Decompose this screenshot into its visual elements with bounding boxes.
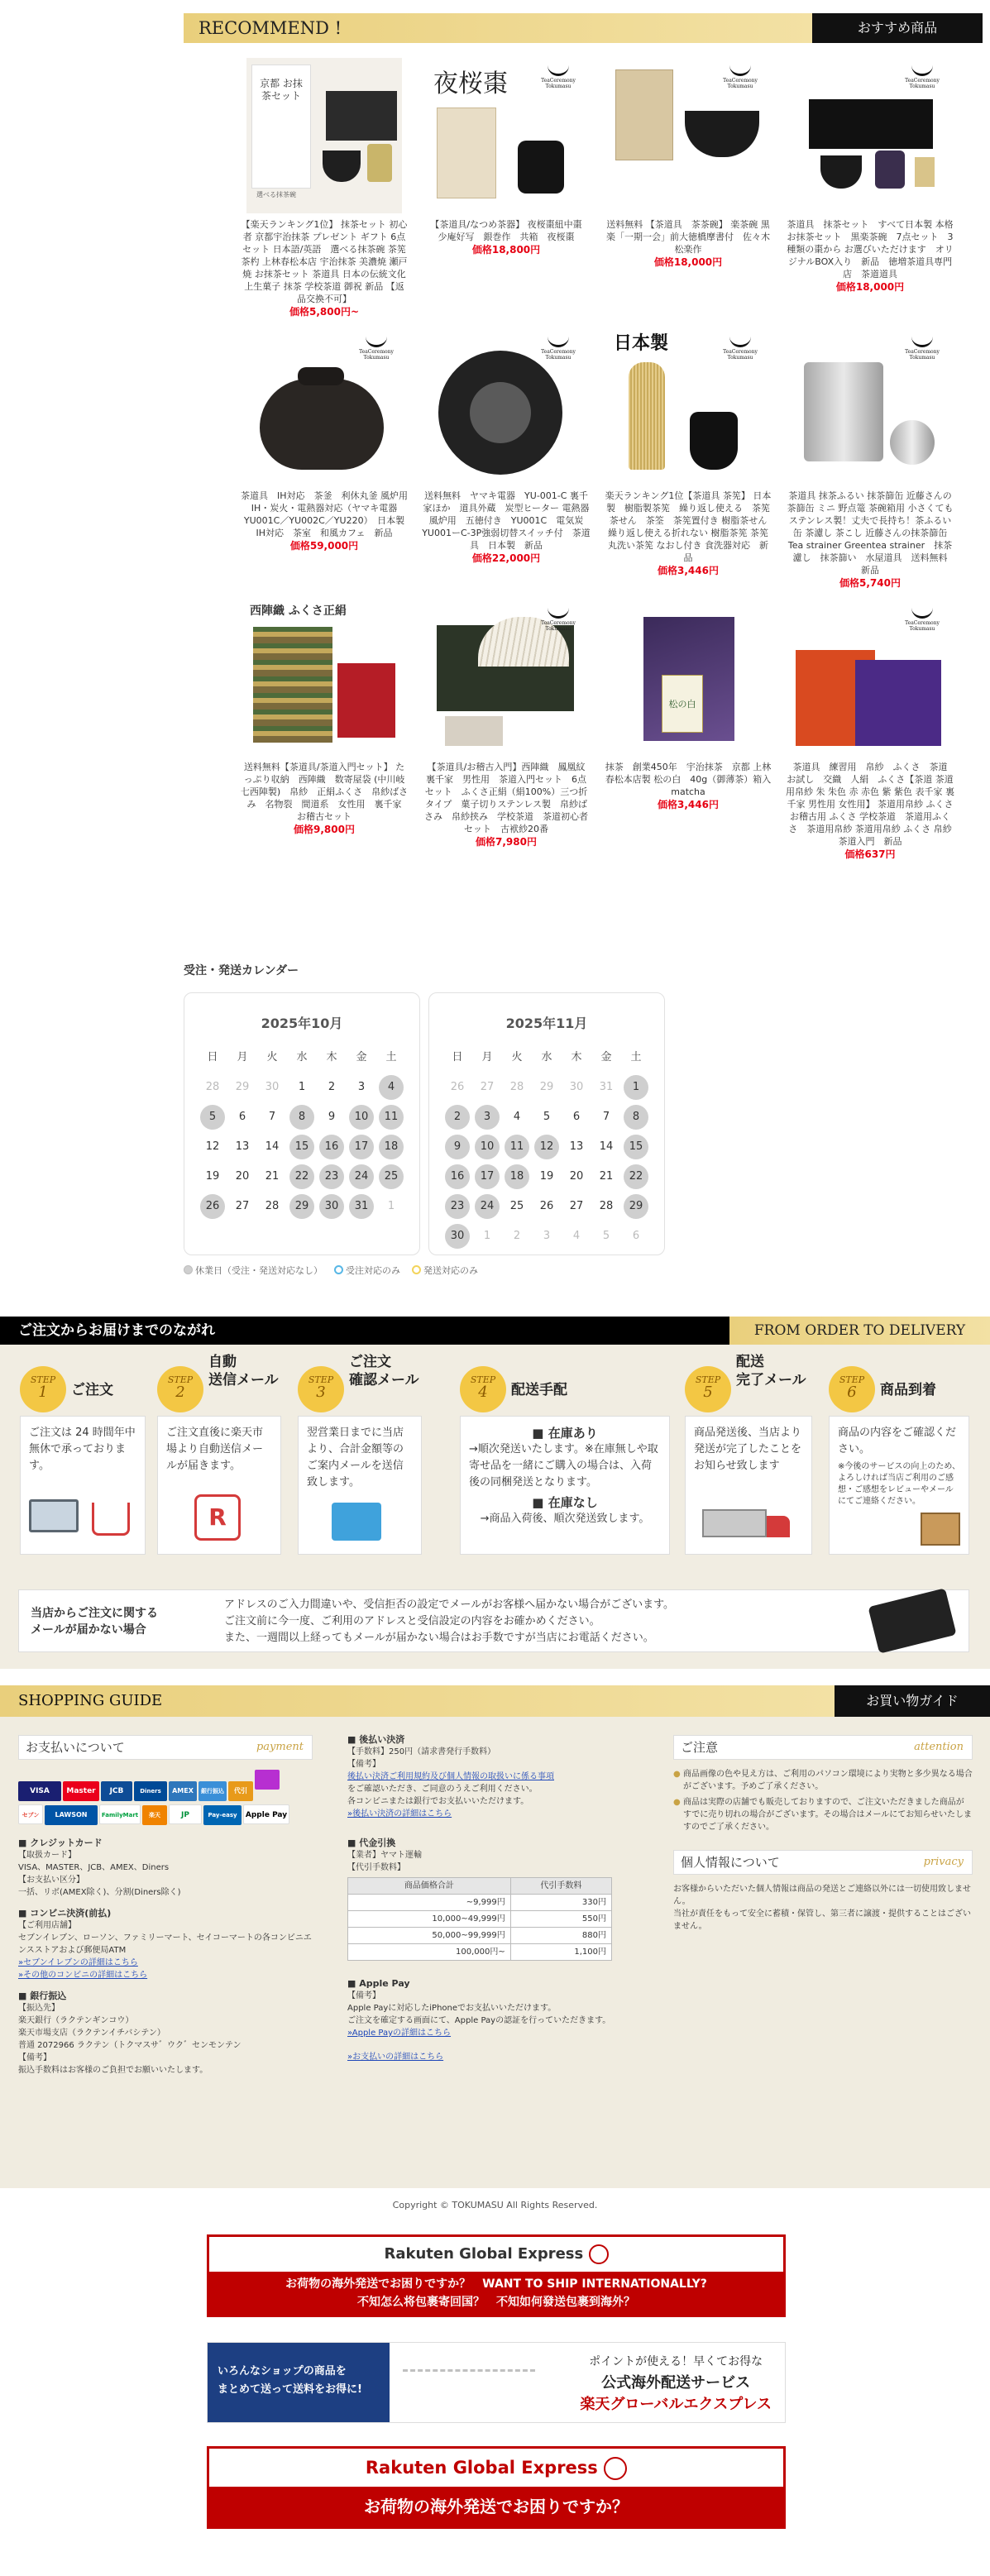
truck-icon [702,1509,767,1537]
stock-yes-text: →順次発送いたします。※在庫無しや取寄せ品を一緒にご購入の場合は、入荷後の同梱発送となります。 [469,1443,658,1489]
lawson-logo: LAWSON [45,1805,98,1825]
step-text: 翌営業日までに当店より、合計金額等のご案内メールを送信致します。 [307,1427,404,1489]
calendar-day: 23 [319,1164,344,1189]
brand-logo: TeaCeremony Tokumasu [536,604,581,632]
calendar-day: 12 [205,1140,220,1153]
banner-left-text: いろんなショップの商品を まとめて送って送料をお得に! [208,2343,390,2422]
product-title[interactable]: 茶道具 練習用 帛紗 ふくさ 茶道 お試し 交織 人絹 ふくさ【茶道 茶道用帛紗 朱 朱色 赤 赤色 紫 紫色 表千家 裏千家 男性用 女性用】 茶道用帛紗 ふくさ お稽古用 ふくさ 学校茶道 茶道用ふくさ 茶道用帛紗 茶道用帛紗 ふくさ 帛紗 茶道入門 新品 [786,762,957,847]
product-card[interactable] [415,329,597,600]
product-price: 価格18,000円 [835,281,905,293]
calendar-day: 14 [265,1140,280,1153]
jcb-logo: JCB [101,1781,132,1801]
calendar-day: 26 [539,1200,554,1212]
brand-logo: TeaCeremony Tokumasu [718,332,763,361]
product-card[interactable] [779,329,961,600]
legend-item-closed: 休業日（受注・発送対応なし） [184,1264,323,1277]
calendar-day: 12 [534,1135,559,1159]
table-row: 10,000~49,999円 550円 [348,1911,612,1928]
calendar-month-label: 2025年11月 [505,1016,588,1031]
calendar-day: 31 [599,1081,614,1093]
product-card[interactable] [779,58,961,329]
mail-not-received-note [18,1589,969,1652]
product-price: 価格637円 [844,848,896,860]
other-convenience-link[interactable]: »その他のコンビニの詳細はこちら [18,1971,148,1980]
diners-logo: Diners [134,1781,167,1801]
legend-item-order-only: 受注対応のみ [334,1264,400,1277]
step-card [157,1416,281,1555]
note-question: 当店からご注文に関する メールが届かない場合 [31,1607,158,1637]
banner-right-text: ポイントが使える！早くてお得な 公式海外配送サービス 楽天グローバルエクスプレス [580,2355,772,2413]
product-image-sublabel: 選べる抹茶碗 [256,191,296,198]
calendar-day: 22 [289,1164,314,1189]
credit-card-text: 【取扱カード】 VISA、MASTER、JCB、AMEX、Diners 【お支払い区分】 一括、リボ(AMEX除く)、分割(Diners除く) [18,1851,181,1897]
calendar-day: 2 [513,1230,521,1242]
recommend-title: RECOMMEND ! [184,13,812,43]
calendar-title: 受注・発送カレンダー [184,964,299,977]
table-row: 100,000円~ 1,100円 [348,1944,612,1961]
product-card[interactable] [597,58,779,329]
calendar-day: 15 [289,1135,314,1159]
global-express-banner-3[interactable] [207,2446,786,2529]
calendar-day: 7 [602,1111,610,1123]
calendar-weekday: 月 [237,1051,248,1063]
calendar-weekday: 金 [356,1051,367,1063]
product-image-label: 夜桜棗 [433,69,508,98]
calendar-november [428,992,665,1255]
calendar-weekday: 日 [207,1051,218,1063]
calendar-day: 24 [349,1164,374,1189]
convenience-text: 【ご利用店舗】 セブンイレブン、ローソン、ファミリーマート、セイコーマートの各コンビニエンスストアおよび郵便局ATM [18,1921,312,1955]
calendar-day: 31 [349,1194,374,1219]
product-card[interactable] [779,600,961,872]
product-title[interactable]: 【茶道具/お稽古入門】西陣織 鳳凰紋 裏千家 男性用 茶道入門セット 6点セット ふくさ正絹（絹100%）三つ折タイプ 菓子切りステンレス製 帛紗ばさみ 帛紗挟み 学校茶道 茶道初心者セット 古袱紗20番 [424,762,595,834]
cod-fee-table [347,1877,612,1961]
calendar-day: 6 [572,1111,581,1123]
calendar-day: 27 [569,1200,584,1212]
calendar-day: 30 [319,1194,344,1219]
calendar-day: 28 [205,1081,220,1093]
calendar-day: 10 [349,1105,374,1130]
calendar-day: 18 [379,1135,404,1159]
apple-pay-logo: Apple Pay [243,1804,289,1824]
attention-list [673,1768,973,1833]
bank-transfer-text: 【振込先】 楽天銀行（ラクテンギンコウ） 楽天市場支店（ラクテンイチバシテン） 普通 2072966 ラクテン（トクマスサ゛ウク゛センモンテン 【備考】 振込手数料はお客様のご負担でお願いいたします。 [18,2004,242,2075]
product-price: 価格3,446円 [658,799,719,810]
step-title: ご注文 [71,1382,113,1398]
bank-transfer-title: ■ 銀行振込 [18,1991,67,2001]
calendar-day: 25 [379,1164,404,1189]
step-card [685,1416,812,1555]
payment-title: お支払いについて payment [18,1735,313,1760]
step-badge: STEP 2 [157,1366,203,1412]
list-item: ● 商品は実際の店舗でも販売しておりますので、ご注文いただきました商品がすでに売り切れの場合がございます。その場合はメールにてお知らせいたしますのでご了承ください。 [673,1798,972,1832]
calendar-weekday: 木 [326,1051,337,1063]
laptop-icon [29,1499,79,1532]
guide-header [0,1685,990,1717]
table-row: ~9,999円 330円 [348,1895,612,1911]
step-text: 商品の内容をご確認ください。 [838,1427,957,1455]
note-answer: アドレスのご入力間違いや、受信拒否の設定でメールがお客様へ届かない場合がございます。 ご注文前に今一度、ご利用のアドレスと受信設定の内容をお確かめください。 また、一週間以上経ってもメールが届かない場合はお手数ですが当店にお電話ください。 [224,1599,675,1644]
calendar-day: 8 [289,1105,314,1130]
recommend-subtitle: おすすめ商品 [812,13,983,43]
mail-box-icon [332,1503,381,1541]
product-card[interactable] [415,600,597,872]
calendar-day: 6 [238,1111,246,1123]
calendar-day: 4 [513,1111,521,1123]
mastercard-logo: Master [63,1781,99,1801]
calendar-day: 8 [624,1105,648,1130]
step-text: ご注文直後に楽天市場より自動送信メールが届きます。 [166,1427,264,1472]
privacy-title: 個人情報について privacy [673,1850,973,1875]
calendar-day: 10 [475,1135,500,1159]
step-badge: STEP 5 [685,1366,731,1412]
product-title[interactable]: 【楽天ランキング1位】 抹茶セット 初心者 京都宇治抹茶 プレゼント ギフト 6点セット 日本語/英語 選べる抹茶碗 茶筅 茶杓 上林春松本店 宇治抹茶 美濃焼 瀬戸焼 お抹茶セット 茶道具 日本の伝統文化 上生菓子 抹茶 学校茶道 御祝 新品 【返品交換不可】 [241,219,408,304]
rakuten-logo: 楽天 [142,1805,167,1825]
product-price: 価格59,000円 [289,540,359,552]
rakuten-mail-icon: R [194,1494,241,1541]
product-image-label: 松の白 [662,675,703,733]
calendar-day: 18 [505,1164,529,1189]
product-price: 価格5,800円~ [289,306,359,318]
product-image-label: 日本製 [614,333,669,354]
calendar-day: 28 [265,1200,280,1212]
step-title: 配送 完了メール [736,1354,806,1388]
step-text: ご注文は 24 時間年中無休で承っております。 [29,1427,136,1472]
calendar-day: 2 [445,1105,470,1130]
deferred-detail-link[interactable]: »後払い決済の詳細はこちら [347,1809,452,1818]
flow-step-1 [20,1356,146,1556]
calendar-weekday: 木 [571,1051,582,1063]
guide-title: SHOPPING GUIDE [0,1685,835,1717]
product-image-label: 京都 お抹茶セット [260,78,303,102]
banner-text: お荷物の海外発送でお困りですか？ WANT TO SHIP INTERNATIONALLY? 不知怎么将包裹寄回国？ 不知如何發送包裹到海外？ [209,2272,783,2315]
product-title[interactable]: 茶道具 抹茶ふるい 抹茶篩缶 近藤さんの茶篩缶 ミニ 野点篭 茶碗箱用 小さくてもステンレス製！丈夫で長持ち！茶ふるい缶 茶濾し 茶こし 近藤さんの抹茶篩缶 Tea strainer Greentea strainer 抹茶濾し 抹茶篩い 水屋道具 送料無料 新品 [787,490,957,576]
step-card [20,1416,146,1555]
seven-eleven-link[interactable]: »セブンイレブンの詳細はこちら [18,1958,138,1967]
credit-card-title: ■ クレジットカード [18,1838,103,1848]
calendar-day: 1 [624,1075,648,1100]
guide-payment-column [18,1735,313,2077]
calendar-weekday: 火 [511,1051,523,1063]
product-grid [233,58,961,872]
calendar-day: 17 [475,1164,500,1189]
cod-title: ■ 代金引換 [347,1838,396,1848]
calendar-day: 27 [480,1081,495,1093]
calendar-weekday: 月 [481,1051,493,1063]
brand-logo: TeaCeremony Tokumasu [900,604,945,632]
calendar-day: 3 [475,1105,500,1130]
calendar-day: 24 [475,1194,500,1219]
calendar-day: 26 [200,1194,225,1219]
calendar-day: 30 [265,1081,280,1093]
calendar-day: 9 [328,1111,336,1123]
product-image[interactable] [246,58,402,213]
product-title[interactable]: 楽天ランキング1位【茶道具 茶筅】 日本製 樹脂製茶筅 繰り返し使える 茶筅 茶せん 茶筌 茶筅置付き 樹脂茶せん 繰り返し使える折れない 樹脂茶筅 茶筅 丸洗い茶筅 なおし付き 食洗器対応 新品 [605,490,779,563]
calendar-day: 28 [599,1200,614,1212]
product-card[interactable] [233,329,415,600]
calendar-day: 19 [539,1170,554,1183]
flow-title: ご注文からお届けまでのながれ [0,1317,729,1345]
attention-title: ご注意 attention [673,1735,973,1760]
flow-step-2 [157,1356,281,1556]
step-badge: STEP 6 [829,1366,875,1412]
calendar-day: 11 [379,1105,404,1130]
calendar-day: 3 [543,1230,551,1242]
product-image[interactable] [246,600,402,756]
stock-no-title: ■ 在庫なし [532,1495,598,1510]
visa-logo: VISA [18,1781,61,1801]
calendar-weekday: 水 [541,1051,552,1063]
step-card [829,1416,969,1555]
calendar-grid [429,1043,664,1251]
payment-detail-link[interactable]: »お支払いの詳細はこちら [347,2053,444,2062]
calendar-day: 20 [235,1170,250,1183]
product-title[interactable]: 【茶道具/なつめ茶器】 夜桜棗紐中棗 少庵好写 銀巻作 共箱 夜桜棗 [430,219,591,242]
table-row: 50,000~99,999円 880円 [348,1928,612,1944]
seven-eleven-logo: セブン [18,1804,43,1824]
guide-middle-column [347,1733,645,2063]
step-title: 自動 送信メール [208,1354,279,1388]
flow-step-4 [460,1356,670,1556]
familymart-logo: FamilyMart [99,1804,141,1824]
brand-logo: TeaCeremony Tokumasu [354,332,399,361]
calendar-day: 30 [445,1224,470,1249]
calendar-october [184,992,420,1255]
product-price: 価格22,000円 [471,552,541,564]
step-card [460,1416,670,1555]
calendar-day: 30 [569,1081,584,1093]
flow-step-3 [298,1356,455,1556]
calendar-day: 1 [298,1081,306,1093]
product-title[interactable]: 送料無料 ヤマキ電器 YU-001-C 裏千家ほか 道具外蔵 炭型ヒーター 電熱器風炉用 五徳付き YU001C 電気炭 YU001ーC-3P強弱切替スイッチ付 茶道具 日本製 新品 [422,490,593,551]
product-image[interactable] [428,600,584,756]
deferred-title: ■ 後払い決済 [347,1734,405,1745]
deferred-text: 【手数料】250円（請求書発行手数料） 【備考】 [347,1747,496,1769]
product-title[interactable]: 送料無料【茶道具/茶道入門セット】 たっぷり収納 西陣織 数寄屋袋 (中川岐七西陣製) 帛紗 正絹ふくさ 帛紗ばさみ 名物裂 間道系 女性用 裏千家 お稽古セット [240,762,411,822]
calendar-grid [184,1043,419,1221]
calendar-day: 4 [572,1230,581,1242]
calendar-day: 26 [450,1081,465,1093]
calendar-weekday: 土 [385,1051,397,1063]
calendar-weekday: 土 [630,1051,642,1063]
product-card[interactable] [597,600,779,872]
product-image[interactable] [610,329,766,485]
convenience-title: ■ コンビニ決済(前払) [18,1908,112,1919]
stock-no-text: →商品入荷後、順次発送致します。 [480,1513,650,1525]
step-badge: STEP 1 [20,1366,66,1412]
flow-header [0,1317,990,1345]
calendar-day: 6 [632,1230,640,1242]
flow-step-5 [685,1356,817,1556]
deferred-text-2: をご確認いただき、ご同意のうえご利用ください。 各コンビニまたは銀行でお支払いいただけます。 [347,1785,538,1806]
calendar-day: 16 [319,1135,344,1159]
calendar-day: 25 [509,1200,524,1212]
product-title[interactable]: 送料無料 【茶道具 茶茶碗】 楽茶碗 黒楽「一期一会」前大徳橋摩書付 佐々木松楽作 [606,219,770,255]
shipping-flow-icon [403,2369,535,2397]
product-image[interactable] [792,600,948,756]
step-title: 配送手配 [511,1382,567,1398]
calendar-day: 2 [328,1081,336,1093]
step-card [298,1416,422,1555]
cod-text: 【業者】ヤマト運輸 【代引手数料】 [347,1851,422,1872]
product-card[interactable] [597,329,779,600]
calendar-weekday: 水 [296,1051,308,1063]
product-image[interactable] [792,58,948,213]
calendar-day: 14 [599,1140,614,1153]
calendar-day: 29 [624,1194,648,1219]
list-item: ● 商品画像の色や見え方は、ご利用のパソコン環境により実物と多少異なる場合がございます。予めご了承ください。 [673,1770,973,1791]
stock-yes-title: ■ 在庫あり [532,1426,598,1441]
step-note: ※今後のサービスの向上のため、よろしければ当店ご利用のご感想・ご感想をレビューやメールにてご連絡ください。 [838,1462,960,1506]
deferred-terms-link[interactable]: 後払い決済ご利用規約及び個人情報の取扱いに係る事項 [347,1772,554,1781]
fee-header: 代引手数料 [510,1878,611,1895]
calendar-day: 28 [509,1081,524,1093]
product-price: 価格7,980円 [476,836,537,848]
product-price: 価格18,000円 [653,256,723,268]
step-text: 商品発送後、当店より発送が完了したことをお知らせ致します [694,1427,802,1472]
product-price: 価格3,446円 [658,565,719,576]
product-image[interactable] [610,600,766,756]
brand-logo: TeaCeremony Tokumasu [900,61,945,89]
brand-logo: TeaCeremony Tokumasu [900,332,945,361]
calendar-day: 21 [265,1170,280,1183]
jp-logo: JP [169,1804,202,1824]
step-title: 商品到着 [880,1382,936,1398]
calendar-weekday: 日 [452,1051,463,1063]
apple-pay-text: 【備考】 Apple Payに対応したiPhoneでお支払いいただけます。 ご注文を確定する画面にて、Apple Payの認証を行っていただきます。 [347,1991,611,2025]
apple-pay-title: ■ Apple Pay [347,1978,410,1989]
calendar-day: 4 [379,1075,404,1100]
step-badge: STEP 3 [298,1366,344,1412]
guide-right-column [673,1735,973,1933]
copyright: Copyright © TOKUMASU All Rights Reserved. [392,2200,598,2210]
product-card[interactable] [415,58,597,329]
box-icon [921,1513,960,1546]
product-price: 価格5,740円 [839,577,901,589]
calendar-day: 29 [539,1081,554,1093]
step-title: ご注文 確認メール [349,1354,419,1388]
flow-step-6 [829,1356,976,1556]
calendar-day: 15 [624,1135,648,1159]
calendar-day: 1 [483,1230,491,1242]
apple-pay-link[interactable]: »Apple Payの詳細はこちら [347,2029,452,2038]
calendar-day: 20 [569,1170,584,1183]
calendar-day: 17 [349,1135,374,1159]
truck-cab-icon [767,1516,790,1537]
product-title[interactable]: 茶道具 IH対応 茶釜 利休丸釜 風炉用 IH・炭火・電熱器対応（ヤマキ電器YU001C／YU002C／YU220） 日本製 IH対応 茶室 和風カフェ 新品 [240,490,417,538]
product-card[interactable] [233,600,415,872]
calendar-day: 29 [235,1081,250,1093]
calendar-day: 29 [289,1194,314,1219]
calendar-month-label: 2025年10月 [261,1016,343,1031]
calendar-day: 3 [357,1081,366,1093]
calendar-day: 5 [602,1230,610,1242]
calendar-weekday: 火 [266,1051,278,1063]
bank-transfer-logo: 銀行振込 [198,1781,227,1801]
pay-easy-logo: Pay-easy [203,1805,242,1825]
calendar-day: 21 [599,1170,614,1183]
product-price: 価格9,800円 [294,824,355,835]
calendar-day: 11 [505,1135,529,1159]
recommend-header [184,13,983,43]
amex-logo: AMEX [169,1781,197,1801]
cart-icon [92,1503,130,1536]
legend-item-ship-only: 発送対応のみ [412,1264,478,1277]
calendar-day: 27 [235,1200,250,1212]
product-title[interactable]: 抹茶 創業450年 宇治抹茶 京都 上林春松本店製 松の白 40g（御薄茶）箱入 matcha [605,762,781,797]
calendar-day: 19 [205,1170,220,1183]
banner-text: お荷物の海外発送でお困りですか？ [209,2487,783,2526]
guide-title-ja: お買い物ガイド [835,1685,990,1717]
calendar-day: 5 [543,1111,551,1123]
product-image[interactable] [428,58,584,213]
calendar-legend [184,1264,478,1277]
product-image-label: 西陣織 ふくさ正絹 [250,605,347,618]
product-title[interactable]: 茶道具 抹茶セット すべて日本製 本格お抹茶セット 黒楽茶碗 7点セット 3種類の棗から お選びいただけます オリジナルBOX入り 新品 徳増茶道具専門店 茶道道具 [787,219,954,280]
deferred-logo [255,1770,280,1790]
calendar-day: 16 [445,1164,470,1189]
brand-logo: TeaCeremony Tokumasu [536,61,581,89]
calendar-day: 13 [569,1140,584,1153]
global-express-banner-1[interactable] [207,2234,786,2317]
global-express-banner-2[interactable] [207,2342,786,2423]
calendar-day: 23 [445,1194,470,1219]
product-card[interactable] [233,58,415,329]
smartphone-icon [868,1588,956,1654]
global-express-logo: Rakuten Global Express [209,2449,783,2487]
cod-logo: 代引 [228,1781,253,1801]
privacy-text: お客様からいただいた個人情報は商品の発送とご連絡以外には一切使用致しません。 当社が責任をもって安全に蓄積・保管し、第三者に譲渡・提供することはございません。 [673,1885,971,1931]
calendar-day: 7 [268,1111,276,1123]
calendar-day: 9 [445,1135,470,1159]
product-image[interactable] [610,58,766,213]
global-express-logo: Rakuten Global Express [209,2237,783,2272]
calendar-day: 13 [235,1140,250,1153]
product-price: 価格18,800円 [471,244,541,256]
payment-logos [18,1770,316,1828]
calendar-day: 1 [387,1200,395,1212]
product-image[interactable] [428,329,584,485]
step-badge: STEP 4 [460,1366,506,1412]
calendar-day: 22 [624,1164,648,1189]
flow-title-en: FROM ORDER TO DELIVERY [729,1317,990,1345]
product-image[interactable] [792,329,948,485]
brand-logo: TeaCeremony Tokumasu [536,332,581,361]
fee-header: 商品価格合計 [348,1878,511,1895]
brand-logo: TeaCeremony Tokumasu [718,61,763,89]
product-image[interactable] [246,329,402,485]
calendar-weekday: 金 [600,1051,612,1063]
calendar-day: 5 [200,1105,225,1130]
